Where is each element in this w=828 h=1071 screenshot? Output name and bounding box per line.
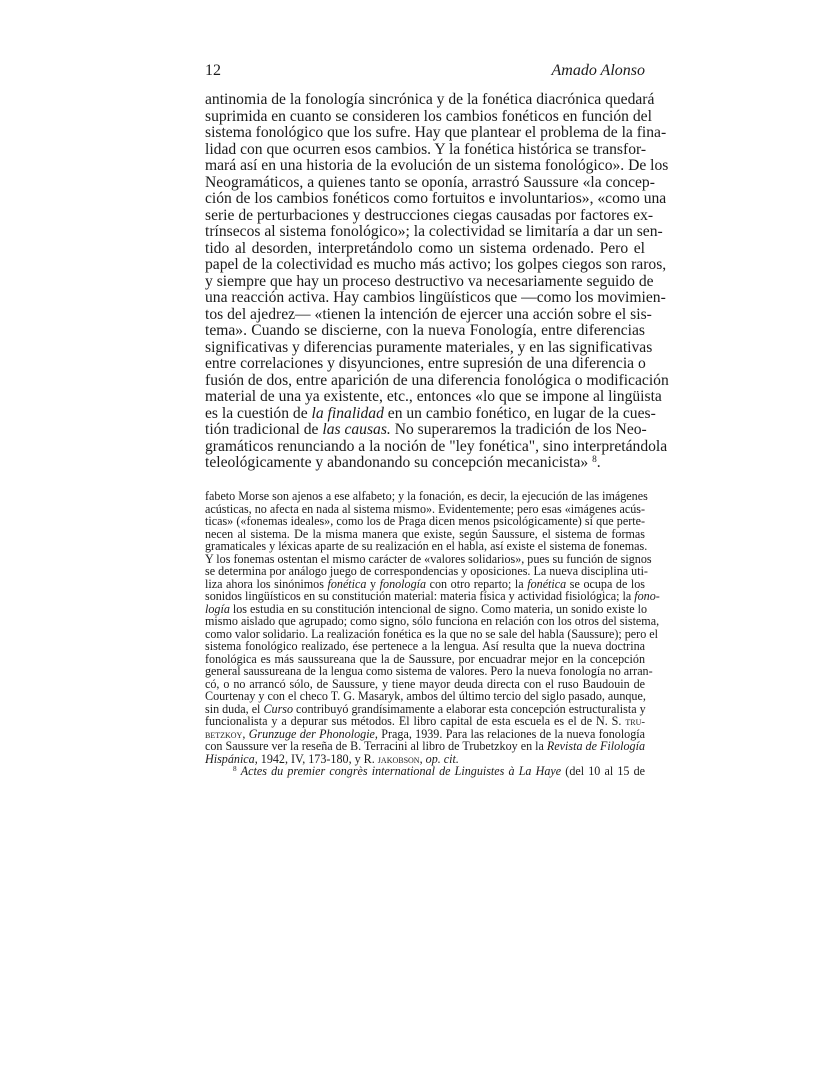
body-line xyxy=(205,241,645,258)
text-run: lidad con que ocurren esos cambios. Y la fonética histórica se transfor- xyxy=(205,140,647,158)
body-line xyxy=(205,323,645,340)
body-line xyxy=(205,289,666,307)
text-run: fonológica es más saussureana que la de Saussure, por encuadrar mejor en la concepción xyxy=(205,651,645,666)
text-run: , xyxy=(242,726,249,741)
text-run: entre correlaciones y disyunciones, entre supresión de una diferencia o xyxy=(205,355,646,372)
text-run: antinomia de la fonología sincrónica y de la fonética diacrónica quedará xyxy=(205,91,655,108)
text-run: (del 10 al 15 de xyxy=(561,764,645,778)
italic-text: fono- xyxy=(634,589,660,603)
body-line xyxy=(205,371,669,390)
text-run: mará así en una historia de la evolución de un sistema fonológico». De los xyxy=(205,157,669,174)
body-line xyxy=(205,124,667,142)
running-head-author: Amado Alonso xyxy=(551,62,645,79)
italic-text: logía xyxy=(205,601,230,616)
text-run: en un cambio fonético, en lugar de la cues- xyxy=(383,404,656,422)
text-run: ción de los cambios fonéticos como fortuitos e involuntarios», «como una xyxy=(205,190,667,207)
text-run: y xyxy=(366,576,380,591)
body-text xyxy=(205,91,669,472)
text-run: suprimida en cuanto se consideren los cambios fonéticos en función del xyxy=(205,107,652,125)
text-run: se ocupa de los xyxy=(566,576,646,591)
body-line xyxy=(205,91,655,109)
text-run: teleológicamente y abandonando su concepción mecanicista» xyxy=(205,454,593,471)
body-line xyxy=(205,437,668,456)
text-run: como valor solidario. La realización fonética es la que no se sale del habla (Saussure); pero el xyxy=(205,626,659,641)
page-number: 12 xyxy=(205,62,221,79)
text-run: betzkoy xyxy=(205,728,243,741)
footnote-line xyxy=(205,765,645,778)
italic-text: fonética xyxy=(527,576,567,591)
text-run: funcionalista y a depurar sus métodos. El libro capital de esta escuela es el de N. S. xyxy=(205,714,626,728)
italic-text: Hispánica, xyxy=(205,751,258,766)
text-run: sistema fonológico que los sufre. Hay que plantear el problema de la fina- xyxy=(205,124,667,141)
text-run: contribuyó grandísimamente a elaborar esta concepción estructuralista y xyxy=(293,701,646,716)
text-run: necen al sistema. De la misma manera que existe, según Saussure, el sistema de formas xyxy=(205,526,645,541)
text-run: serie de perturbaciones y destrucciones ciegas causadas por factores ex- xyxy=(205,206,654,224)
text-run: Neogramáticos, a quienes tanto se oponía, arrastró Saussure «la concep- xyxy=(205,173,655,191)
italic-text: Grunzuge der Phonologie, xyxy=(248,726,378,741)
text-run: material de una ya existente, etc., entonces «lo que se impone al lingüista xyxy=(205,388,662,405)
text-run: con Saussure ver la reseña de B. Terracini al libro de Trubetzkoy en la xyxy=(205,739,547,753)
text-run: trínsecos al sistema fonológico»; la colectividad se limitaría a dar un sen- xyxy=(205,223,663,240)
text-run: y siempre que hay un proceso destructivo va necesariamente seguido de xyxy=(205,272,654,290)
body-line xyxy=(205,256,667,274)
body-line xyxy=(205,206,654,225)
body-line xyxy=(205,272,654,291)
text-run: sin duda, el xyxy=(205,701,264,716)
text-run: tido al desorden, interpretándolo como un sistema ordenado. Pero el xyxy=(205,239,645,257)
text-run: tema». Cuando se discierne, con la nueva Fonología, entre diferencias xyxy=(205,322,645,339)
text-run: tión tradicional de xyxy=(205,421,323,438)
text-run: liza ahora los sinónimos xyxy=(205,576,328,591)
footnote-marker: 8 xyxy=(233,765,237,774)
text-run: acústicas, no afecta en nada al sistema mismo». Evidentemente; pero esas «imágenes acús- xyxy=(205,501,645,516)
text-run: Y los fonemas ostentan el mismo carácter de «valores solidarios», pues su función de signos xyxy=(205,551,652,566)
text-run: tos del ajedrez— «tienen la intención de ejercer una acción sobre el sis- xyxy=(205,305,652,323)
italic-text: op. cit. xyxy=(425,751,459,766)
text-run: . xyxy=(596,454,601,471)
body-line xyxy=(205,388,662,406)
text-run: ticas» («fonemas ideales», como los de Praga dicen menos psicológicamente) sí que perte- xyxy=(205,514,645,528)
text-run: general saussureana de la lengua como sistema de valores. Pero la nueva fonología no arran- xyxy=(205,664,653,678)
italic-text: la finalidad xyxy=(311,404,384,422)
italic-text: Curso xyxy=(263,701,294,716)
text-run: , xyxy=(419,751,426,766)
text-run: No superaremos la tradición de los Neo- xyxy=(390,421,647,438)
text-run: 1942, IV, 173-180, y R. xyxy=(257,751,378,766)
text-run: Courtenay y con el checo T. G. Masaryk, ambos del último tercio del siglo pasado, aunque, xyxy=(205,689,646,703)
text-run: fabeto Morse son ajenos a ese alfabeto; y la fonación, es decir, la ejecución de las imágenes xyxy=(205,489,648,503)
body-line xyxy=(205,338,653,357)
text-run: có, o no arrancó sólo, de Saussure, y tiene mayor deuda directa con el ruso Baudouin de xyxy=(205,676,645,691)
body-line xyxy=(205,190,667,208)
text-run: sonidos lingüísticos en su constitución material: materia física y actividad fisiológica; la xyxy=(205,589,635,603)
text-run: papel de la colectividad es mucho más activo; los golpes ciegos son raros, xyxy=(205,256,667,273)
body-line xyxy=(205,223,663,241)
body-line xyxy=(205,157,669,175)
body-line xyxy=(205,404,656,423)
body-line xyxy=(205,455,645,472)
italic-text: Actes du premier congrès international de Linguistes à La Haye xyxy=(240,764,562,778)
text-run: gramáticos renunciando a la noción de "ley fonética", sino interpretándola xyxy=(205,437,668,455)
text-run: gramaticales y léxicas aparte de su realización en el habla, así existe el sistema de fonemas. xyxy=(205,539,648,553)
text-run: sistema fonológico realizado, ése pertenece a la lengua. Así resulta que la nueva doctrina xyxy=(205,639,645,653)
body-line xyxy=(205,107,652,126)
body-line xyxy=(205,305,652,324)
text-run: tru- xyxy=(625,716,645,728)
page-header xyxy=(205,62,645,82)
italic-text: fonética xyxy=(327,576,367,591)
text-run: jakobson xyxy=(377,753,420,766)
body-line xyxy=(205,356,645,373)
italic-text: fonología xyxy=(379,576,427,591)
text-run: significativas y diferencias puramente materiales, y en las significativas xyxy=(205,338,653,356)
italic-text: Revista de Filología xyxy=(546,739,645,753)
body-line xyxy=(205,173,655,192)
text-run: los estudia en su constitución intencional de signo. Como materia, un sonido existe lo xyxy=(229,601,648,616)
text-run: es la cuestión de xyxy=(205,404,312,422)
text-run: Praga, 1939. Para las relaciones de la nueva fonología xyxy=(377,726,645,741)
footnotes xyxy=(205,489,660,778)
text-run: mismo aislado que agrupado; como signo, sólo funciona en relación con los otros del sistema, xyxy=(205,614,660,628)
text-run: una reacción activa. Hay cambios lingüísticos que —como los movimien- xyxy=(205,289,666,306)
footnote-marker: 8 xyxy=(592,454,597,465)
text-run: se determina por análogo juego de correspondencias y oposiciones. La nueva disciplina uti- xyxy=(205,564,648,578)
body-line xyxy=(205,142,645,159)
text-run: fusión de dos, entre aparición de una diferencia fonológica o modificación xyxy=(205,371,669,389)
italic-text: las causas. xyxy=(322,421,391,438)
body-line xyxy=(205,422,645,439)
text-run: con otro reparto; la xyxy=(426,576,528,591)
